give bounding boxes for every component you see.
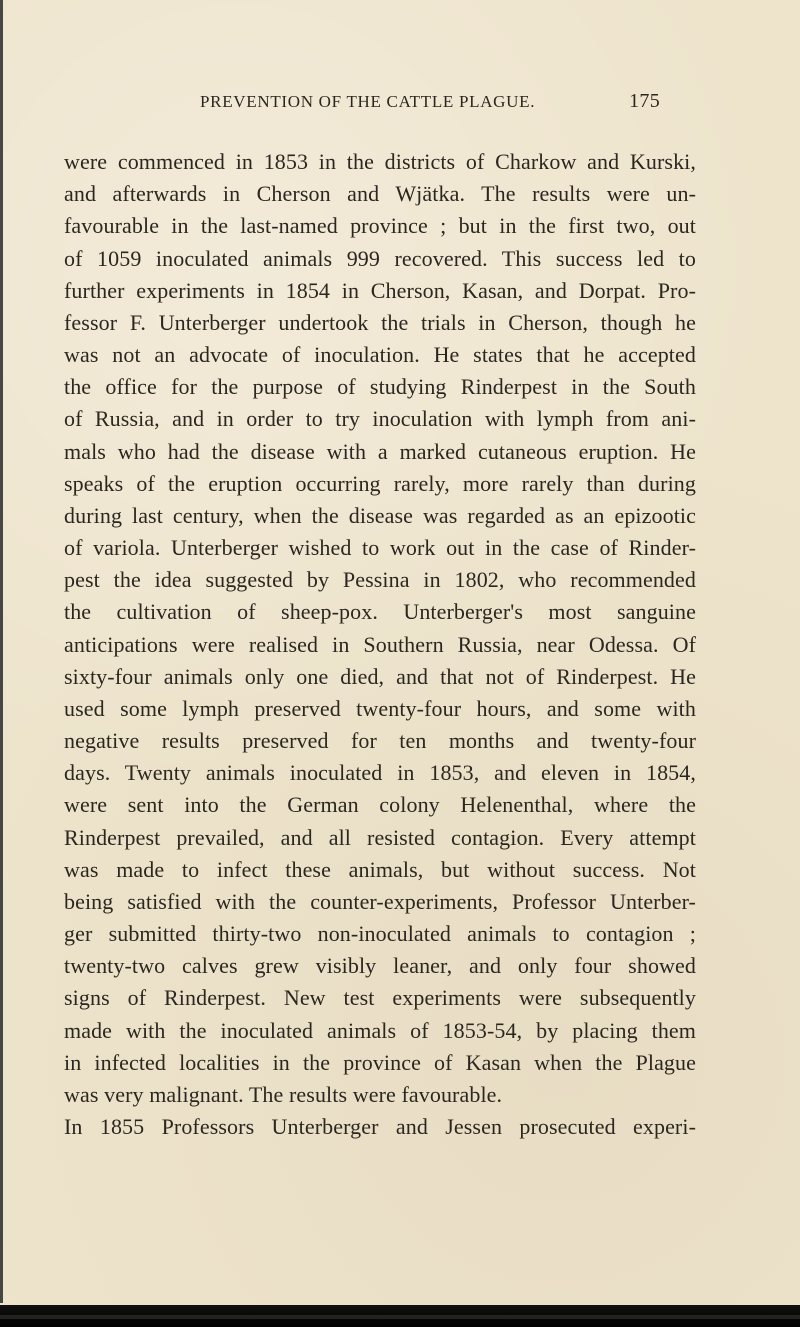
text-line: being satisfied with the counter-experiments, Professor Unterber- <box>64 888 696 914</box>
text-line: mals who had the disease with a marked cutaneous eruption. He <box>64 438 696 464</box>
text-line: favourable in the last-named province ; but in the first two, out <box>64 213 696 239</box>
text-line: of variola. Unterberger wished to work out in the case of Rinder- <box>64 535 696 561</box>
text-line: in infected localities in the province of Kasan when the Plague <box>64 1049 696 1075</box>
text-line: negative results preserved for ten months and twenty-four <box>64 728 696 754</box>
text-line: was very malignant. The results were favourable. <box>64 1081 503 1107</box>
page-header <box>200 92 660 116</box>
scan-bottom-edge-highlight <box>0 1315 800 1319</box>
text-line: the cultivation of sheep-pox. Unterberger's most sanguine <box>64 599 696 625</box>
text-line: was not an advocate of inoculation. He states that he accepted <box>64 342 696 368</box>
text-line: during last century, when the disease was regarded as an epizootic <box>64 502 696 528</box>
text-line: anticipations were realised in Southern Russia, near Odessa. Of <box>64 631 696 657</box>
running-title: PREVENTION OF THE CATTLE PLAGUE. <box>200 92 536 111</box>
text-line: signs of Rinderpest. New test experiments were subsequently <box>64 985 696 1011</box>
text-line: was made to infect these animals, but without success. Not <box>64 856 696 882</box>
text-line: of Russia, and in order to try inoculation with lymph from ani- <box>64 406 696 432</box>
text-line: fessor F. Unterberger undertook the trials in Cherson, though he <box>64 309 696 335</box>
text-line: the office for the purpose of studying Rinderpest in the South <box>64 374 696 400</box>
text-line: used some lymph preserved twenty-four hours, and some with <box>64 695 696 721</box>
text-line: days. Twenty animals inoculated in 1853, and eleven in 1854, <box>64 760 696 786</box>
page-binding-edge <box>0 0 3 1303</box>
text-line: ger submitted thirty-two non-inoculated animals to contagion ; <box>64 921 696 947</box>
text-line: made with the inoculated animals of 1853-54, by placing them <box>64 1017 696 1043</box>
page-number: 175 <box>629 90 660 112</box>
text-line: further experiments in 1854 in Cherson, Kasan, and Dorpat. Pro- <box>64 277 696 303</box>
text-line: twenty-two calves grew visibly leaner, and only four showed <box>64 953 696 979</box>
text-line: were commenced in 1853 in the districts of Charkow and Kurski, <box>64 149 696 174</box>
text-line: of 1059 inoculated animals 999 recovered. This success led to <box>64 245 696 271</box>
text-line: sixty-four animals only one died, and that not of Rinderpest. He <box>64 663 696 689</box>
text-line: and afterwards in Cherson and Wjätka. The results were un- <box>64 181 696 207</box>
text-line: pest the idea suggested by Pessina in 1802, who recommended <box>64 567 696 593</box>
text-line: speaks of the eruption occurring rarely, more rarely than during <box>64 470 696 496</box>
body-text <box>64 146 696 1143</box>
text-line: In 1855 Professors Unterberger and Jessen prosecuted experi- <box>64 1114 696 1140</box>
text-line: were sent into the German colony Helenenthal, where the <box>64 792 696 818</box>
text-line: Rinderpest prevailed, and all resisted contagion. Every attempt <box>64 824 696 850</box>
